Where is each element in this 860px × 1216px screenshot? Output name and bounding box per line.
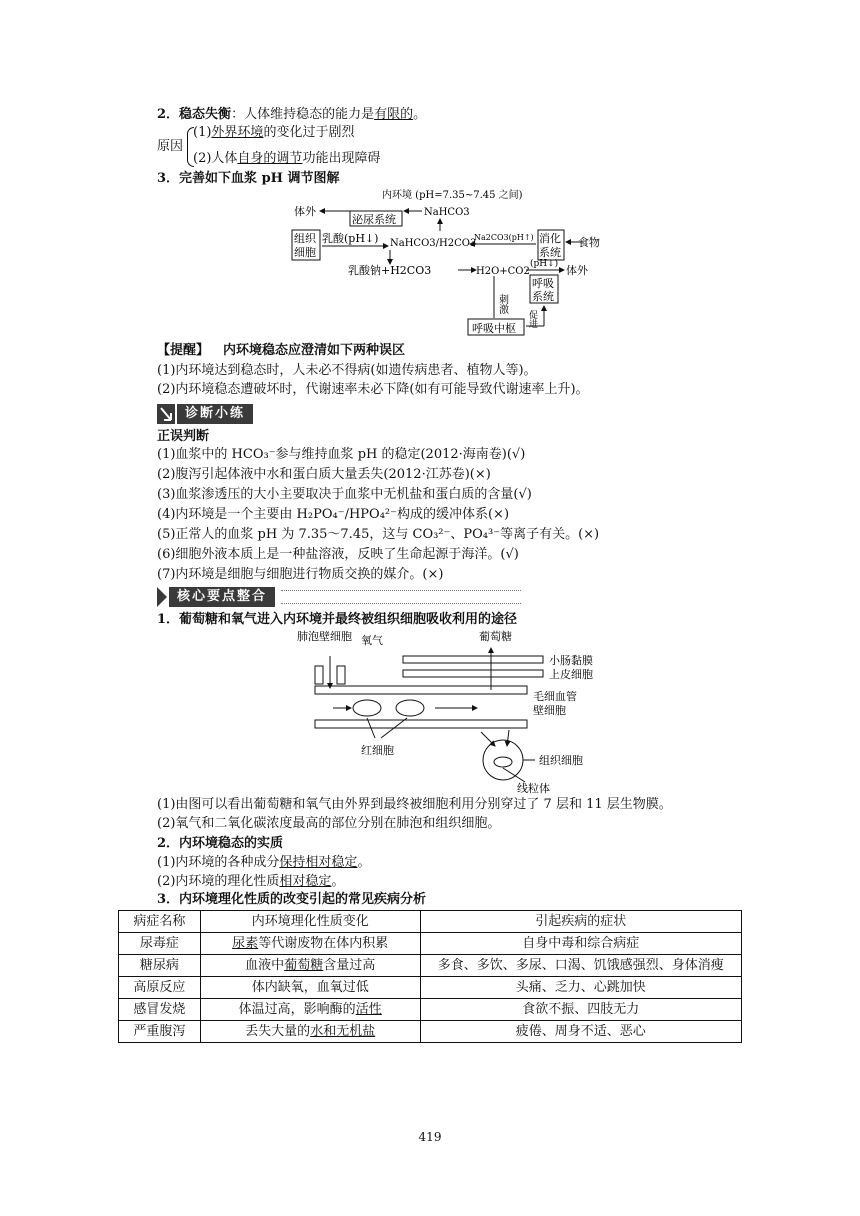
capillary-wall-bottom [315,720,527,728]
reminder-item-2: (2)内环境稳态遭破坏时，代谢速率未必下降(如有可能导致代谢速率上升)。 [157,382,589,397]
core-p1-item-2: (2)氧气和二氧化碳浓度最高的部位分别在肺泡和组织细胞。 [157,816,501,831]
cause2-prefix: (2)人体 [193,151,238,166]
label-oxygen: 氧气 [361,634,383,647]
p2-1-end: 。 [357,855,371,870]
core-point-2: 2．内环境稳态的实质 [157,836,284,851]
section2-underlined: 有限的 [374,107,414,122]
section2-end: 。 [413,107,427,122]
tissue-arrow-2 [507,730,509,746]
cell-symptom: 食欲不振、四肢无力 [420,999,741,1021]
ph-resp-1: 呼吸 [532,277,554,290]
table-row [119,933,742,955]
cell-change-underlined: 尿素 [232,936,259,951]
intestine-membrane-top [403,656,543,663]
ph-lactic: 乳酸(pH↓) [322,232,379,245]
cause1-rest: 的变化过于剧烈 [263,125,355,140]
ph-h2o-co2: H2O+CO2 [476,266,530,277]
section2-title [157,106,426,124]
p2-1-underlined: 保持相对稳定 [279,855,358,870]
cause2-rest: 功能出现障碍 [302,151,381,166]
reminder-item-1: (1)内环境达到稳态时，人未必不得病(如遗传病患者、植物人等)。 [157,363,537,378]
diagnose-item-4: (4)内环境是一个主要由 H₂PO₄⁻/HPO₄²⁻构成的缓冲体系(×) [157,507,510,522]
header-symptom: 引起疾病的症状 [420,911,741,933]
ph-food: 食物 [578,236,600,249]
cell-symptom: 疲倦、周身不适、恶心 [420,1021,741,1043]
diagnose-subtitle: 正误判断 [157,429,210,444]
p2-2-text: (2)内环境的理化性质 [157,874,280,889]
label-alveolar: 肺泡壁细胞 [297,630,352,643]
cell-change-underlined: 葡萄糖 [284,958,324,973]
cell-change [200,999,420,1021]
ph-tissue-1: 组织 [294,232,316,245]
section2-text: ：人体维持稳态的能力是 [231,107,375,122]
ph-body-out: 体外 [294,205,316,218]
cell-symptom: 自身中毒和综合病症 [420,933,741,955]
cell-symptom: 头痛、乏力、心跳加快 [420,977,741,999]
ph-body-out-2: 体外 [566,264,588,277]
header-name: 病症名称 [119,911,201,933]
cell-change-underlined: 活性 [355,1002,382,1017]
core-p2-item-2 [157,873,344,891]
ph-resp-2: 系统 [532,290,554,303]
alveolar-cell-left [315,666,323,684]
diagnose-item-6: (6)细胞外液本质上是一种盐溶液，反映了生命起源于海洋。(√) [157,547,519,562]
section2-num: 2． [157,107,180,122]
mitochondrion [494,757,512,767]
ph-stim: 刺激 [496,294,508,314]
label-intestine-2: 上皮细胞 [549,668,593,681]
label-capillary-2: 壁细胞 [533,704,566,717]
intestine-membrane-bottom [403,670,543,677]
reminder-label: 【提醒】 [157,343,210,358]
rbc-2 [396,700,424,716]
header-change: 内环境理化性质变化 [200,911,420,933]
cell-change [200,933,420,955]
rbc-1 [353,700,381,716]
label-intestine-1: 小肠黏膜 [549,654,593,667]
cell-change-pre: 丢失大量的 [245,1024,311,1039]
cause1-underlined: 外界环境 [211,125,264,140]
cell-change-text: 含量过高 [323,958,376,973]
table-header-row [119,911,742,933]
label-mito: 线粒体 [517,782,550,795]
ph-urinary: 泌尿系统 [352,213,396,226]
cell-change [200,1021,420,1043]
cause1-prefix: (1) [193,125,212,140]
core-point-1: 1．葡萄糖和氧气进入内环境并最终被组织细胞吸收利用的途径 [157,612,518,627]
alveolar-cell-right [337,666,345,684]
cell-change [200,955,420,977]
core-point-3: 3．内环境理化性质的改变引起的常见疾病分析 [157,892,427,907]
core-banner [157,587,521,607]
diagnose-item-3: (3)血浆渗透压的大小主要取决于血浆中无机盐和蛋白质的含量(√) [157,487,532,502]
cell-change-pre: 体温过高，影响酶的 [238,1002,356,1017]
tissue-cell [483,740,523,780]
core-p2-item-1 [157,854,370,872]
cell-name: 糖尿病 [119,955,201,977]
ph-na2co3: Na2CO3(pH↑) [474,233,534,242]
table-row [119,977,742,999]
ph-regulation-diagram [290,186,610,338]
cell-change-pre: 血液中 [245,958,285,973]
cell-name: 尿毒症 [119,933,201,955]
label-rbc: 红细胞 [361,744,394,757]
ph-down: (pH↓) [530,259,559,269]
pathway-diagram [295,628,615,796]
reminder-title [157,342,405,360]
cause-2 [193,150,380,168]
ph-lactate: 乳酸钠+H2CO3 [348,264,432,277]
cell-change-underlined: 水和无机盐 [310,1024,376,1039]
diagnose-banner [157,404,253,424]
table-row [119,999,742,1021]
disease-table [118,910,742,1043]
table-row [119,1021,742,1043]
banner-slash-icon [157,404,175,424]
ph-digest-2: 系统 [539,246,561,259]
section2-heading: 稳态失衡 [179,107,232,122]
cell-symptom: 多食、多饮、多尿、口渴、饥饿感强烈、身体消瘦 [420,955,741,977]
diagnose-item-5: (5)正常人的血浆 pH 为 7.35～7.45，这与 CO₃²⁻、PO₄³⁻等离子有关。(×) [157,527,600,542]
cell-change: 体内缺氧，血氧过低 [200,977,420,999]
table-row [119,955,742,977]
cell-name: 严重腹泻 [119,1021,201,1043]
core-banner-label: 核心要点整合 [169,587,275,607]
capillary-wall-top [315,686,527,694]
tissue-arrow-1 [481,732,495,746]
diagnose-item-2: (2)腹泻引起体液中水和蛋白质大量丢失(2012·江苏卷)(×) [157,467,491,482]
diagnose-item-1: (1)血浆中的 HCO₃⁻参与维持血浆 pH 的稳定(2012·海南卷)(√) [157,447,526,462]
ph-top-label: 内环境 (pH=7.35~7.45 之间) [382,190,523,201]
banner-arrow-icon [157,587,167,607]
cause-label: 原因 [157,139,184,154]
label-capillary-1: 毛细血管 [533,690,577,703]
page-number: 419 [418,1130,442,1144]
cause2-underlined: 自身的调节 [237,151,303,166]
label-tissue: 组织细胞 [539,754,583,767]
ph-buffer: NaHCO3/H2CO3 [390,238,477,249]
p2-1-text: (1)内环境的各种成分 [157,855,280,870]
ph-tissue-2: 细胞 [294,246,316,259]
diagnose-item-7: (7)内环境是细胞与细胞进行物质交换的媒介。(×) [157,567,444,582]
cell-name: 感冒发烧 [119,999,201,1021]
cell-name: 高原反应 [119,977,201,999]
ph-digest-1: 消化 [539,232,561,245]
banner-dotted-line [281,590,521,604]
p2-2-end: 。 [331,874,345,889]
cell-change-text: 等代谢废物在体内积累 [258,936,389,951]
core-p1-item-1: (1)由图可以看出葡萄糖和氧气由外界到最终被细胞利用分别穿过了 7 层和 11 层生物膜。 [157,797,672,812]
section3-title: 3．完善如下血浆 pH 调节图解 [157,171,340,186]
ph-resp-center: 呼吸中枢 [472,322,516,335]
diagnose-banner-label: 诊断小练 [177,404,253,424]
ph-nahco3: NaHCO3 [424,207,470,218]
label-glucose: 葡萄糖 [479,630,512,643]
reminder-heading: 内环境稳态应澄清如下两种误区 [223,343,406,358]
ph-promote: 促进 [527,310,537,328]
cause-1 [193,124,354,142]
p2-2-underlined: 相对稳定 [279,874,332,889]
